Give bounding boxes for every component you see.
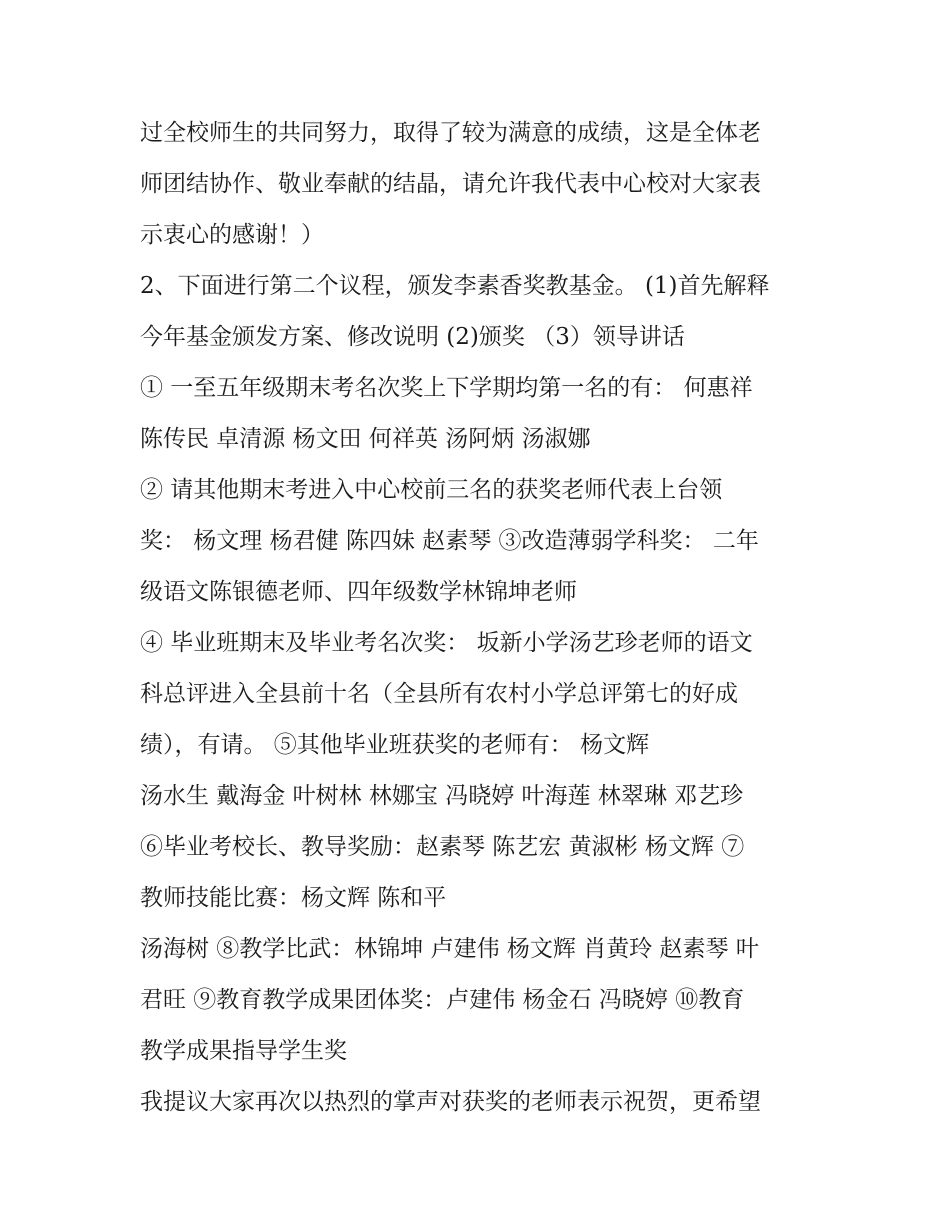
text-line: ⑥毕业考校长、教导奖励：赵素琴 陈艺宏 黄淑彬 杨文辉 ⑦ [140,834,745,860]
body-text [140,108,830,1128]
text-line: 级语文陈银德老师、四年级数学林锦坤老师 [140,579,577,605]
text-line: 教学成果指导学生奖 [140,1038,347,1064]
text-line: 教师技能比赛：杨文辉 陈和平 [140,885,447,911]
text-line: 陈传民 卓清源 杨文田 何祥英 汤阿炳 汤淑娜 [140,426,591,452]
text-line: 2、下面进行第二个议程，颁发李素香奖教基金。 (1)首先解释 [140,273,770,299]
text-line: 奖： 杨文理 杨君健 陈四妹 赵素琴 ③改造薄弱学科奖： 二年 [140,528,759,554]
text-line: 今年基金颁发方案、修改说明 (2)颁奖 （3）领导讲话 [140,324,685,350]
text-line: 示衷心的感谢！） [140,222,324,248]
text-line: ④ 毕业班期末及毕业考名次奖： 坂新小学汤艺珍老师的语文 [140,630,753,656]
text-line: 科总评进入全县前十名（全县所有农村小学总评第七的好成 [140,681,738,707]
text-line: 我提议大家再次以热烈的掌声对获奖的老师表示祝贺，更希望 [140,1089,761,1115]
text-line: ① 一至五年级期末考名次奖上下学期均第一名的有： 何惠祥 [140,375,753,401]
text-line: ② 请其他期末考进入中心校前三名的获奖老师代表上台领 [140,477,723,503]
text-line: 君旺 ⑨教育教学成果团体奖：卢建伟 杨金石 冯晓婷 ⑩教育 [140,987,745,1013]
text-line: 绩），有请。 ⑤其他毕业班获奖的老师有： 杨文辉 [140,732,650,758]
text-line: 汤水生 戴海金 叶树林 林娜宝 冯晓婷 叶海莲 林翠琳 邓艺珍 [140,783,744,809]
text-line: 师团结协作、敬业奉献的结晶，请允许我代表中心校对大家表 [140,171,761,197]
text-line: 过全校师生的共同努力，取得了较为满意的成绩，这是全体老 [140,120,761,146]
text-line: 汤海树 ⑧教学比武：林锦坤 卢建伟 杨文辉 肖黄玲 赵素琴 叶 [140,936,759,962]
